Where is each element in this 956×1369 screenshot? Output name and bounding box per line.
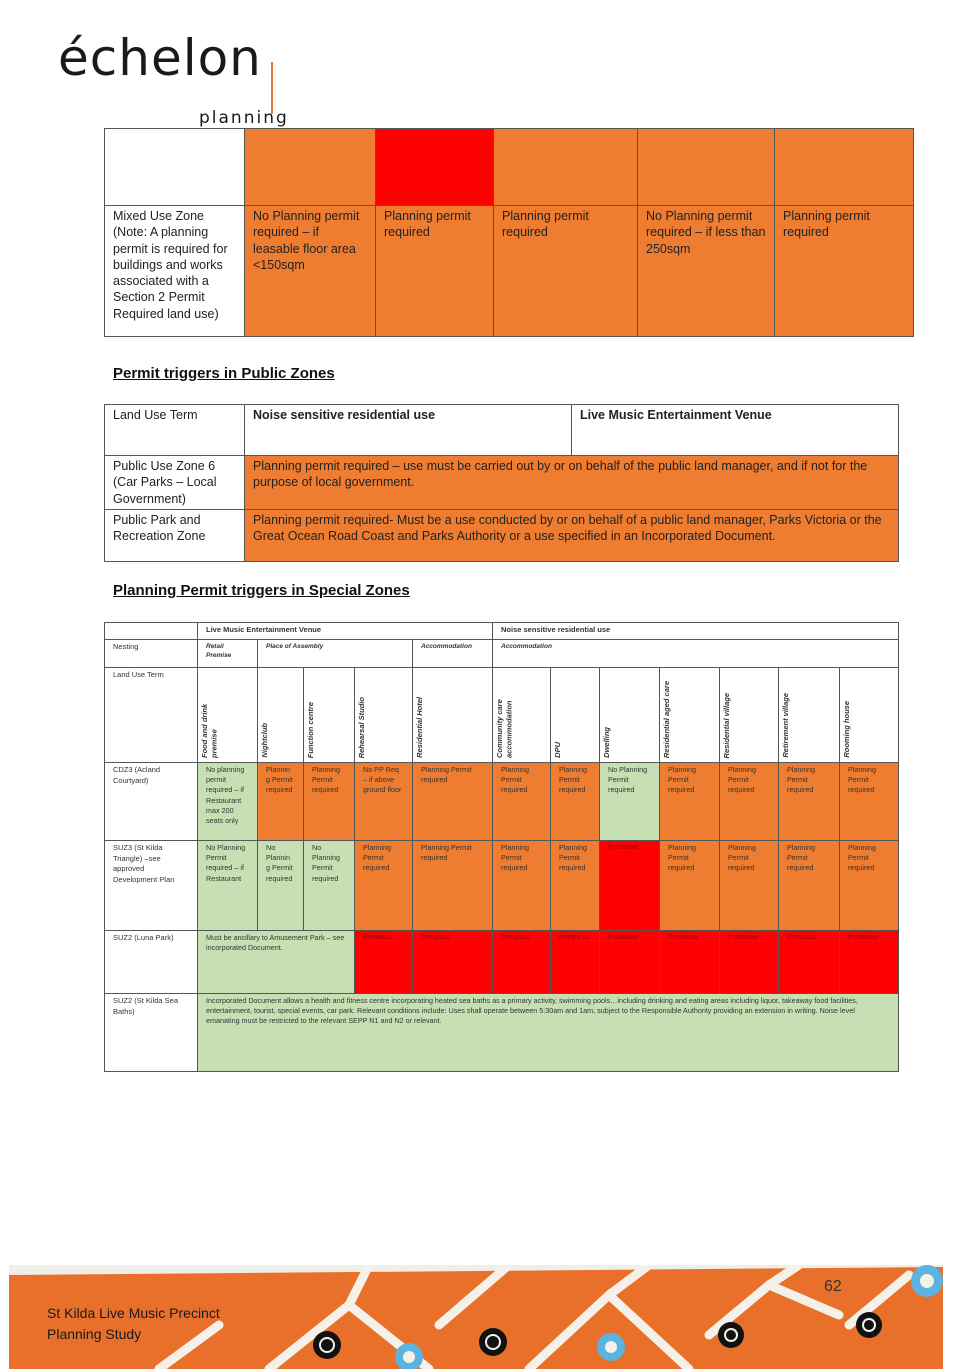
permit-cell: Planning Permit required xyxy=(413,841,493,931)
permit-cell: Planning Permit required xyxy=(413,763,493,841)
special-zones-heading: Planning Permit triggers in Special Zones xyxy=(113,582,410,599)
column-header: Food and drink premise xyxy=(200,703,219,758)
footer-line: Planning Study xyxy=(47,1326,142,1342)
permit-cell: No Planning Permit required xyxy=(304,841,355,931)
column-header: Rehearsal Studio xyxy=(357,696,366,758)
column-header: Community care accommodation xyxy=(495,699,514,758)
column-header: Retirement village xyxy=(781,693,790,758)
nesting-assembly: Place of Assembly xyxy=(258,640,413,668)
permit-cell: Planning permit required – use must be carried out by or on behalf of the public land manager, and if not for the purpose of local government. xyxy=(245,456,899,510)
column-header: Residential village xyxy=(722,692,731,758)
nesting-retail: Retail Premise xyxy=(198,640,258,668)
permit-cell: Planning permit required xyxy=(775,206,914,337)
permit-cell: Planning Permit required xyxy=(840,841,899,931)
live-music-group-header: Live Music Entertainment Venue xyxy=(198,623,493,640)
zone-cell: SUZ2 (Luna Park) xyxy=(105,931,198,994)
prohibited-cell: Prohibited xyxy=(600,931,660,994)
nesting-accommodation: Accommodation xyxy=(413,640,493,668)
ancillary-cell: Must be ancillary to Amusement Park – see incorporated Document. xyxy=(198,931,355,994)
permit-cell: Planning Permit required xyxy=(355,841,413,931)
zone-cell: Public Park and Recreation Zone xyxy=(105,509,245,561)
column-header: Residential Hotel xyxy=(415,697,424,758)
nesting-accommodation: Accommodation xyxy=(493,640,899,668)
column-header: Dwelling xyxy=(602,727,611,758)
header-cell xyxy=(638,129,775,206)
permit-cell: Planning Permit required xyxy=(779,763,840,841)
footer-title xyxy=(47,1303,220,1345)
prohibited-cell: Prohibited xyxy=(840,931,899,994)
header-cell xyxy=(775,129,914,206)
logo-divider xyxy=(271,62,273,114)
prohibited-cell: Prohibit ed xyxy=(551,931,600,994)
column-header: Rooming house xyxy=(842,701,851,758)
blank-cell xyxy=(105,129,245,206)
sea-baths-cell: Incorporated Document allows a health and fitness centre incorporating heated sea baths as a primary activity, swimming pools…including drinking and eating areas including liquor, takeaway food facilities, entertainment, tourist, special events, car park. Relevant conditions include: Uses shall operate between 5:30am and 1am, subject to the Responsible Authority providing an extension in writing. Noise level emanating must be restricted to the relevant SEPP N1 and N2 or relevant. xyxy=(198,994,899,1072)
permit-cell: Planning Permit required xyxy=(493,841,551,931)
prohibited-cell: Prohibited xyxy=(493,931,551,994)
page-number: 62 xyxy=(824,1278,842,1295)
logo-subtitle: planning xyxy=(199,108,289,128)
column-header: Nightclub xyxy=(260,723,269,758)
zone-cell: Mixed Use Zone (Note: A planning permit is required for buildings and works associated with a Section 2 Permit Required land use) xyxy=(105,206,245,337)
nesting-label: Nesting xyxy=(105,640,198,668)
permit-cell: Planning Permit required xyxy=(660,763,720,841)
permit-cell: No PP Req – if above ground floor xyxy=(355,763,413,841)
logo-wordmark: échelon xyxy=(58,29,262,87)
permit-cell: Planning Permit required xyxy=(720,763,779,841)
header-cell xyxy=(245,129,376,206)
prohibited-cell: Prohibited xyxy=(600,841,660,931)
column-header: Residential aged care xyxy=(662,680,671,758)
noise-sensitive-header: Noise sensitive residential use xyxy=(253,408,436,422)
permit-cell: No Planning Permit required – if Restaurant xyxy=(198,841,258,931)
zone-cell: SUZ2 (St Kilda Sea Baths) xyxy=(105,994,198,1072)
permit-cell: Planning Permit required xyxy=(660,841,720,931)
permit-cell: Planning Permit required xyxy=(493,763,551,841)
permit-cell: No Planning permit required – if less than 250sqm xyxy=(638,206,775,337)
public-zones-table xyxy=(104,404,899,562)
permit-cell: Planning Permit required xyxy=(720,841,779,931)
permit-cell: Planning Permit required xyxy=(551,841,600,931)
prohibited-cell: Prohibited xyxy=(779,931,840,994)
permit-cell: Planning Permit required xyxy=(840,763,899,841)
mixed-use-table xyxy=(104,128,914,337)
footer-banner xyxy=(9,1265,943,1369)
header-cell xyxy=(494,129,638,206)
prohibited-cell: Prohibited xyxy=(720,931,779,994)
permit-cell: Planning permit required xyxy=(494,206,638,337)
permit-cell: Planning Permit required xyxy=(304,763,355,841)
zone-cell: Public Use Zone 6 (Car Parks – Local Government) xyxy=(105,456,245,510)
land-use-term-label: Land Use Term xyxy=(105,405,245,456)
live-music-header: Live Music Entertainment Venue xyxy=(580,408,772,422)
prohibited-cell: Prohibited xyxy=(660,931,720,994)
permit-cell: Planning Permit required xyxy=(779,841,840,931)
permit-cell: Planning permit required xyxy=(376,206,494,337)
permit-cell: No planning permit required – if Restaurant max 200 seats only xyxy=(198,763,258,841)
permit-cell: No Planning Permit required xyxy=(600,763,660,841)
footer-line: St Kilda Live Music Precinct xyxy=(47,1305,220,1321)
column-header: Function centre xyxy=(306,701,315,758)
blank-cell xyxy=(105,623,198,640)
noise-sensitive-group-header: Noise sensitive residential use xyxy=(493,623,899,640)
permit-cell: No Planning permit required – if leasable floor area <150sqm xyxy=(245,206,376,337)
zone-cell: SUZ3 (St Kilda Triangle) –see approved Development Plan xyxy=(105,841,198,931)
permit-cell: Planning Permit required xyxy=(551,763,600,841)
zone-cell: CDZ3 (Acland Courtyard) xyxy=(105,763,198,841)
column-header: DPU xyxy=(553,742,562,758)
permit-cell: Plannin g Permit required xyxy=(258,763,304,841)
header-cell xyxy=(376,129,494,206)
permit-cell: No Plannin g Permit required xyxy=(258,841,304,931)
permit-cell: Planning permit required- Must be a use conducted by or on behalf of a public land manager, Parks Victoria or the Great Ocean Road Coast and Parks Authority or a use specified in an Incorporated Document. xyxy=(245,509,899,561)
public-zones-heading: Permit triggers in Public Zones xyxy=(113,365,335,382)
special-zones-table xyxy=(104,622,899,1072)
land-use-term-label: Land Use Term xyxy=(105,668,198,763)
prohibited-cell: Prohibited xyxy=(413,931,493,994)
prohibited-cell: Prohibited xyxy=(355,931,413,994)
echelon-logo xyxy=(58,28,308,128)
